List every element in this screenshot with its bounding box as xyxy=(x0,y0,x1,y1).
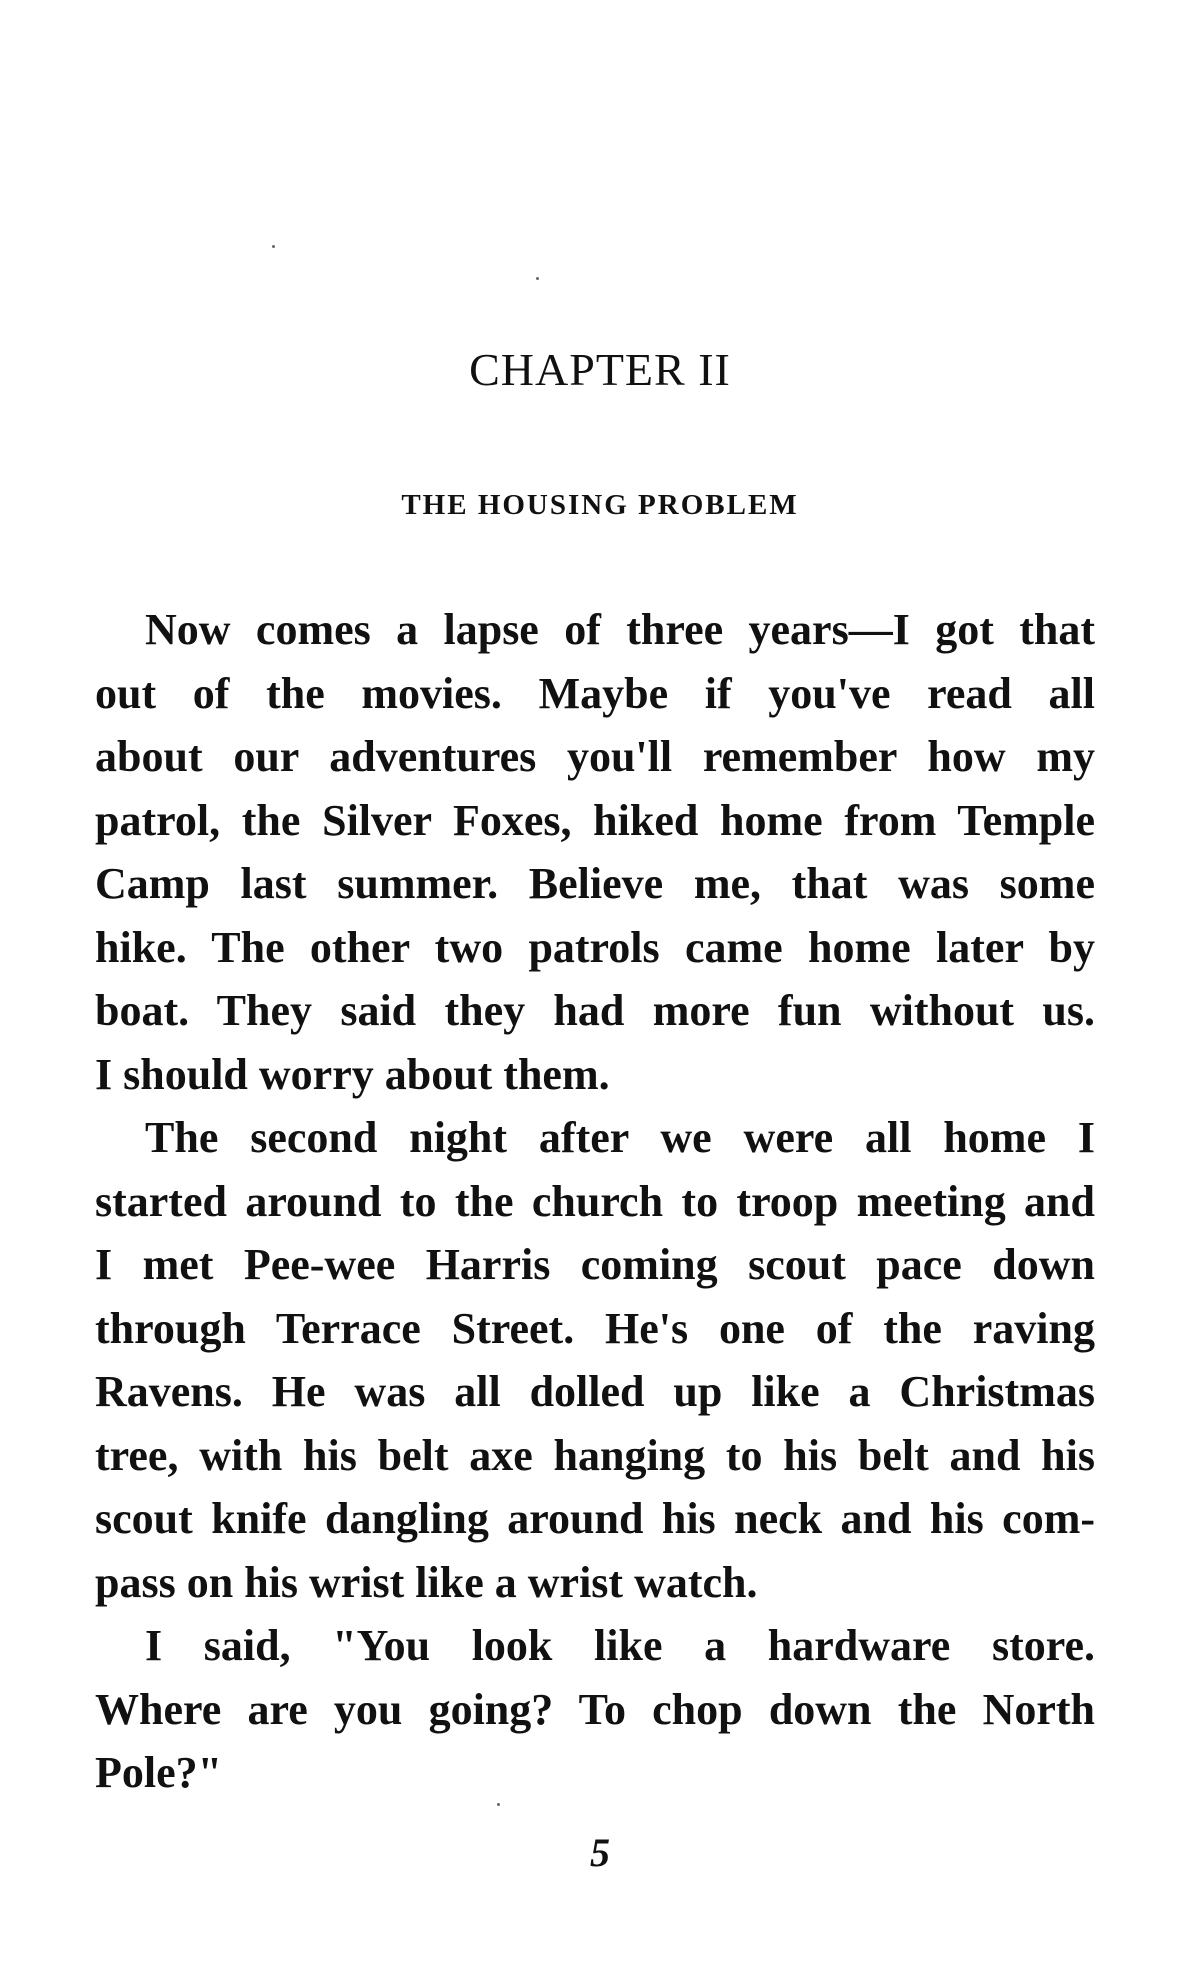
body-line: I met Pee-wee Harris coming scout pace down xyxy=(95,1240,1095,1289)
speck-mark xyxy=(497,1803,500,1806)
body-line: out of the movies. Maybe if you've read all xyxy=(95,668,1095,718)
body-line: I should worry about them. xyxy=(95,1049,610,1099)
body-line: about our adventures you'll remember how my xyxy=(95,732,1095,781)
speck-mark xyxy=(536,277,539,280)
body-line: Now comes a lapse of three years—I got that xyxy=(145,605,1095,654)
body-line: started around to the church to troop meeting and xyxy=(95,1176,1095,1226)
body-text xyxy=(95,598,1095,1805)
body-line: Pole?" xyxy=(95,1748,223,1797)
chapter-number: CHAPTER II xyxy=(469,344,731,395)
body-line: Camp last summer. Believe me, that was some xyxy=(95,859,1095,908)
body-line: through Terrace Street. He's one of the raving xyxy=(95,1303,1095,1353)
body-line: I said, "You look like a hardware store. xyxy=(145,1621,1095,1670)
body-line: boat. They said they had more fun without us. xyxy=(95,986,1095,1035)
chapter-title: THE HOUSING PROBLEM xyxy=(401,489,799,521)
body-line: tree, with his belt axe hanging to his belt and his xyxy=(95,1430,1095,1480)
body-line: The second night after we were all home I xyxy=(145,1113,1095,1162)
body-line: hike. The other two patrols came home later by xyxy=(95,922,1095,972)
body-line: scout knife dangling around his neck and his com- xyxy=(95,1494,1095,1543)
body-line: pass on his wrist like a wrist watch. xyxy=(95,1557,758,1607)
body-line: Ravens. He was all dolled up like a Christmas xyxy=(95,1367,1095,1416)
body-line: patrol, the Silver Foxes, hiked home from Temple xyxy=(95,795,1095,845)
speck-mark xyxy=(272,245,275,248)
page-number: 5 xyxy=(590,1830,610,1875)
body-line: Where are you going? To chop down the North xyxy=(95,1684,1095,1734)
